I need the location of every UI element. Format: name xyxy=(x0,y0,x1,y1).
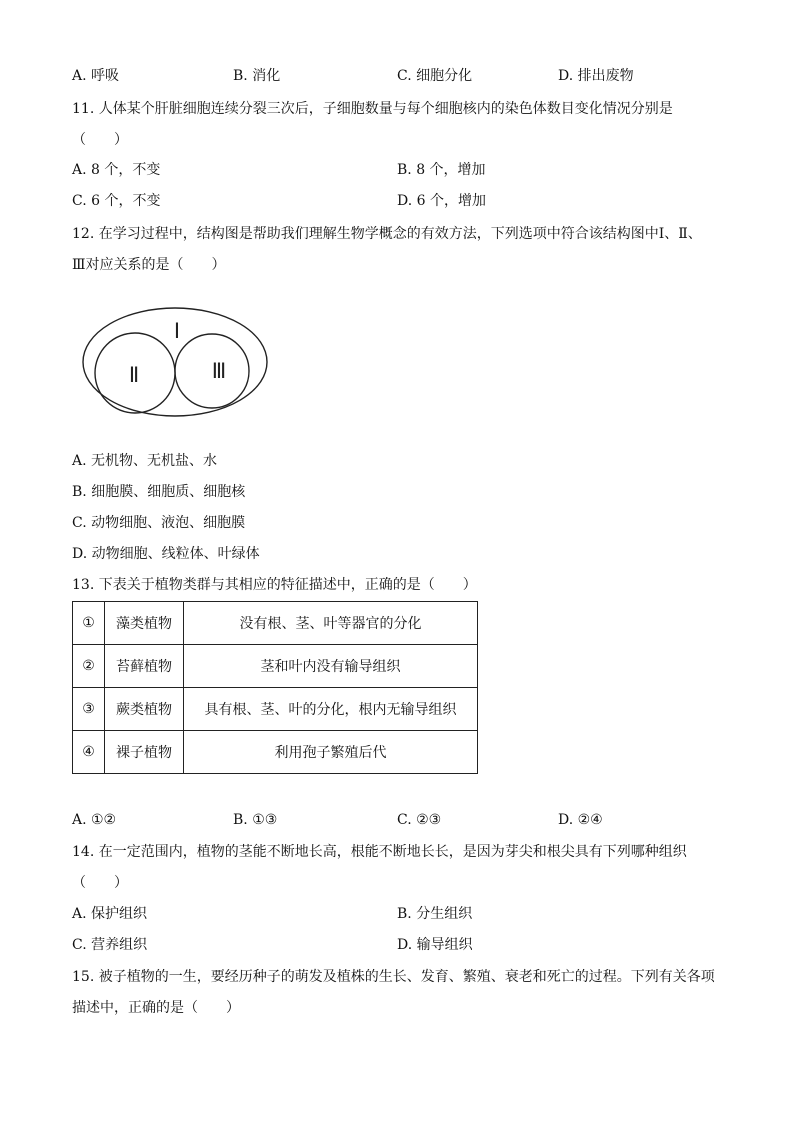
q11-option-a: A. 8 个，不变 xyxy=(72,162,161,178)
table-cell-name: 苔藓植物 xyxy=(105,645,184,688)
table-cell-num: ① xyxy=(73,602,105,645)
q14-option-a: A. 保护组织 xyxy=(72,906,148,922)
q11-option-b: B. 8 个，增加 xyxy=(397,162,486,178)
table-cell-name: 藻类植物 xyxy=(105,602,184,645)
label-iii: Ⅲ xyxy=(211,359,227,383)
q11-option-c: C. 6 个，不变 xyxy=(72,193,161,209)
table-cell-num: ② xyxy=(73,645,105,688)
table-row xyxy=(73,602,478,645)
label-ii: Ⅱ xyxy=(128,363,140,387)
table-cell-num: ④ xyxy=(73,731,105,774)
q12-option-d: D. 动物细胞、线粒体、叶绿体 xyxy=(72,546,260,562)
q13-option-c: C. ②③ xyxy=(397,812,442,828)
table-cell-desc: 具有根、茎、叶的分化，根内无输导组织 xyxy=(184,688,478,731)
q13-option-d: D. ②④ xyxy=(558,812,603,828)
table-cell-num: ③ xyxy=(73,688,105,731)
q12-stem-line1: 12. 在学习过程中，结构图是帮助我们理解生物学概念的有效方法，下列选项中符合该结构图中Ⅰ、Ⅱ、 xyxy=(72,226,702,242)
table-cell-desc: 茎和叶内没有输导组织 xyxy=(184,645,478,688)
q12-option-a: A. 无机物、无机盐、水 xyxy=(72,453,218,469)
q15-stem-line1: 15. 被子植物的一生，要经历种子的萌发及植株的生长、发育、繁殖、衰老和死亡的过程。下列有关各项 xyxy=(72,969,715,985)
q14-blank: （ ） xyxy=(72,875,128,891)
q11-option-d: D. 6 个，增加 xyxy=(397,193,486,209)
q14-option-d: D. 输导组织 xyxy=(397,937,473,953)
q10-option-d: D. 排出废物 xyxy=(558,68,634,84)
q11-stem: 11. 人体某个肝脏细胞连续分裂三次后，子细胞数量与每个细胞核内的染色体数目变化情况分别是 xyxy=(72,101,673,117)
q14-option-b: B. 分生组织 xyxy=(397,906,473,922)
q13-option-b: B. ①③ xyxy=(233,812,278,828)
q12-stem-line2: Ⅲ对应关系的是（ ） xyxy=(72,257,226,273)
q10-option-c: C. 细胞分化 xyxy=(397,68,473,84)
q10-option-a: A. 呼吸 xyxy=(72,68,120,84)
table-row xyxy=(73,731,478,774)
table-row xyxy=(73,645,478,688)
q13-option-a: A. ①② xyxy=(72,812,117,828)
table-cell-name: 裸子植物 xyxy=(105,731,184,774)
venn-diagram xyxy=(80,305,272,421)
table-cell-name: 蕨类植物 xyxy=(105,688,184,731)
q14-option-c: C. 营养组织 xyxy=(72,937,148,953)
q10-option-b: B. 消化 xyxy=(233,68,281,84)
q14-stem: 14. 在一定范围内，植物的茎能不断地长高，根能不断地长长，是因为芽尖和根尖具有下列哪种组织 xyxy=(72,844,687,860)
q11-blank: （ ） xyxy=(72,132,128,148)
q12-option-c: C. 动物细胞、液泡、细胞膜 xyxy=(72,515,246,531)
table-cell-desc: 没有根、茎、叶等器官的分化 xyxy=(184,602,478,645)
table-row xyxy=(73,688,478,731)
plant-groups-table xyxy=(72,601,478,774)
q13-stem: 13. 下表关于植物类群与其相应的特征描述中，正确的是（ ） xyxy=(72,577,477,593)
table-cell-desc: 利用孢子繁殖后代 xyxy=(184,731,478,774)
label-i: Ⅰ xyxy=(173,319,181,343)
q12-option-b: B. 细胞膜、细胞质、细胞核 xyxy=(72,484,246,500)
q15-stem-line2: 描述中，正确的是（ ） xyxy=(72,1000,240,1016)
